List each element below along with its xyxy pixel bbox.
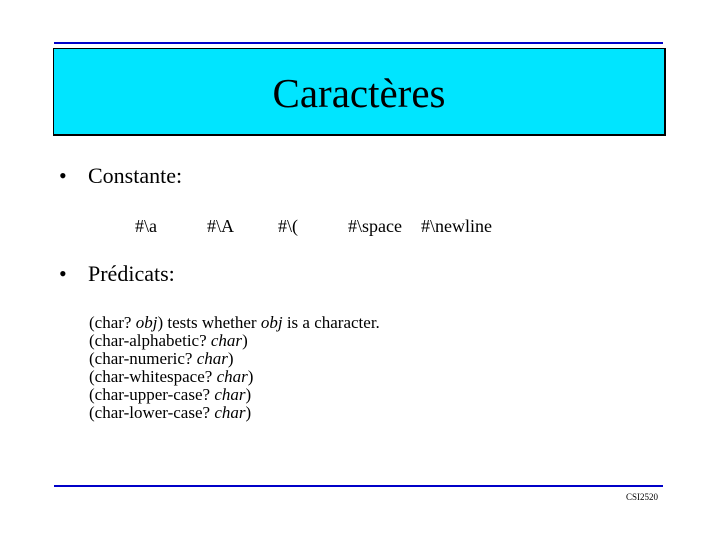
predicate-text: (char-lower-case?	[89, 403, 215, 422]
predicate-text: )	[245, 385, 252, 404]
predicate-text: )	[227, 349, 234, 368]
predicate-line-char	[89, 314, 380, 332]
bullet-label: Prédicats:	[88, 261, 175, 286]
predicate-text: (char-whitespace?	[89, 367, 217, 386]
predicate-arg: char	[196, 349, 228, 368]
predicate-arg: obj	[260, 313, 283, 332]
predicate-text: )	[242, 331, 248, 350]
predicate-line-lower-case	[89, 404, 380, 422]
predicate-text: (char-alphabetic?	[89, 331, 211, 350]
predicate-text: )	[245, 403, 252, 422]
bullet-dot: •	[59, 163, 67, 188]
constant-paren: #\(	[278, 216, 298, 236]
bottom-rule	[54, 485, 663, 487]
predicate-text: ) tests whether	[157, 313, 261, 332]
bullet-predicats	[59, 263, 175, 285]
predicate-line-whitespace	[89, 368, 380, 386]
constant-a-lower: #\a	[135, 216, 157, 236]
bullet-dot: •	[59, 261, 67, 286]
predicate-arg: char	[214, 385, 246, 404]
predicate-text: (char?	[89, 313, 136, 332]
top-rule	[54, 42, 663, 44]
constant-space: #\space	[348, 216, 402, 236]
predicate-arg: char	[216, 367, 248, 386]
predicate-text: (char-numeric?	[89, 349, 197, 368]
constant-newline: #\newline	[421, 216, 492, 236]
predicate-arg: char	[210, 331, 243, 350]
predicate-arg: char	[214, 403, 246, 422]
bullet-label: Constante:	[88, 163, 183, 188]
predicate-list	[89, 314, 380, 422]
predicate-line-numeric	[89, 350, 380, 368]
predicate-arg: obj	[135, 313, 158, 332]
course-code: CSI2520	[626, 492, 659, 502]
constant-a-upper: #\A	[207, 216, 234, 236]
predicate-text: (char-upper-case?	[89, 385, 215, 404]
title-box	[53, 48, 666, 136]
predicate-line-upper-case	[89, 386, 380, 404]
predicate-text: is a character.	[282, 313, 380, 332]
predicate-line-alphabetic	[89, 332, 380, 350]
predicate-text: )	[247, 367, 254, 386]
bullet-constante	[59, 165, 182, 187]
slide-title: Caractères	[272, 70, 446, 116]
